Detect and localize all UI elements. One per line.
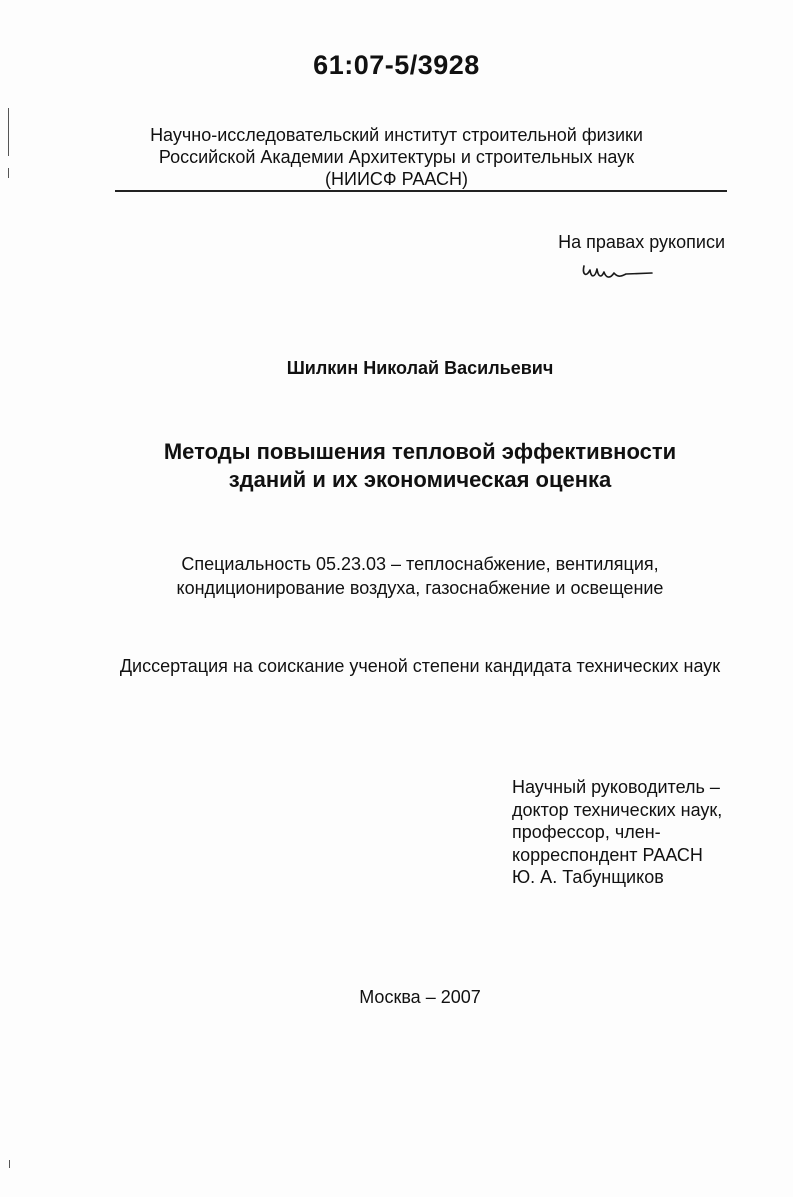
supervisor-line-2: доктор технических наук, (512, 799, 723, 820)
degree-statement: Диссертация на соискание ученой степени кандидата технических наук (119, 656, 721, 676)
supervisor-line-3: профессор, член- (512, 822, 661, 842)
scan-margin-mark (8, 168, 9, 178)
handwritten-signature (578, 252, 658, 288)
supervisor-block (512, 776, 722, 889)
city-year: Москва – 2007 (359, 987, 481, 1007)
title-line-1: Методы повышения тепловой эффективности (163, 439, 677, 464)
specialty-line-1: Специальность 05.23.03 – теплоснабжение, вентиляция, (181, 554, 659, 574)
institute-line-3: (НИИСФ РААСН) (325, 169, 468, 189)
manuscript-rights: На правах рукописи (558, 232, 725, 252)
specialty-block (0, 552, 793, 600)
title-line-2: зданий и их экономическая оценка (228, 467, 612, 492)
supervisor-line-1: Научный руководитель – (512, 777, 720, 797)
author-name: Шилкин Николай Васильевич (286, 358, 554, 378)
scan-margin-mark (9, 1160, 10, 1168)
institute-line-2: Российской Академии Архитектуры и строительных наук (158, 147, 635, 167)
supervisor-line-4: корреспондент РААСН (512, 844, 703, 865)
supervisor-line-5: Ю. А. Табунщиков (512, 867, 664, 887)
dissertation-title (0, 438, 793, 494)
header-divider (115, 190, 727, 192)
archive-code: 61:07-5/3928 (313, 50, 480, 80)
specialty-line-2: кондиционирование воздуха, газоснабжение и освещение (176, 578, 664, 598)
scan-margin-mark (8, 108, 9, 156)
institute-line-1: Научно-исследовательский институт строительной физики (150, 125, 643, 145)
institute-block (0, 124, 793, 190)
